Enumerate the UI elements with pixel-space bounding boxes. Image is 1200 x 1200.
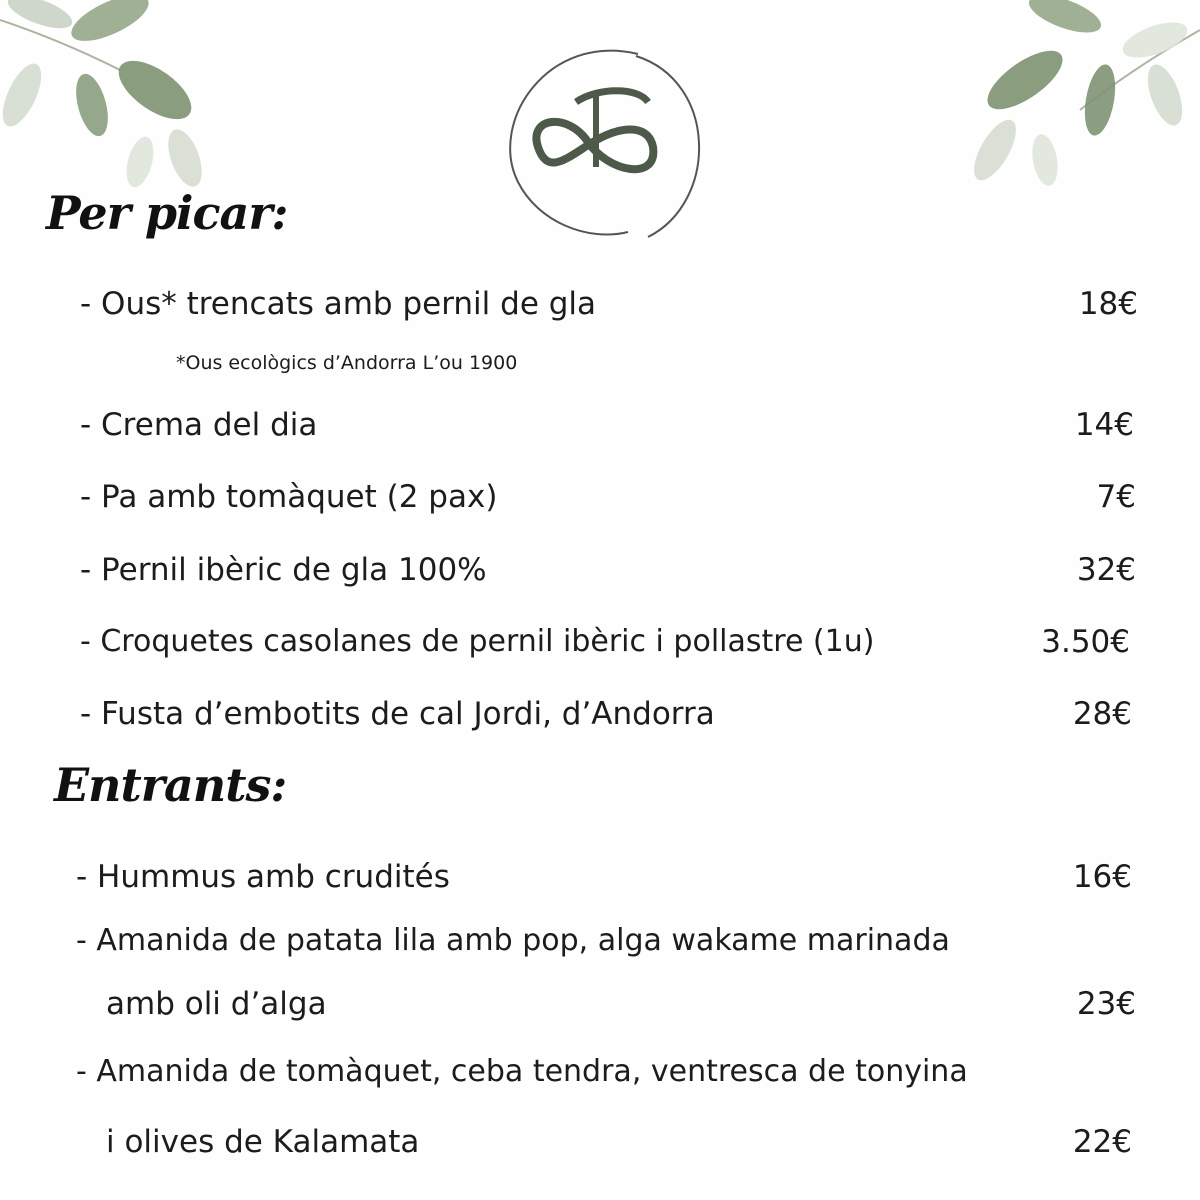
menu-item-price: 22€ bbox=[1072, 1124, 1132, 1160]
menu-item-price: 14€ bbox=[1074, 407, 1134, 443]
menu-item-name: - Fusta d’embotits de cal Jordi, d’Andorra bbox=[80, 696, 715, 732]
leaves-right-icon bbox=[970, 0, 1200, 200]
menu-item-price: 18€ bbox=[1078, 286, 1138, 322]
footnote: *Ous ecològics d’Andorra L’ou 1900 bbox=[176, 352, 518, 374]
section-title-per-picar: Per picar: bbox=[46, 186, 288, 240]
menu-item-name: - Hummus amb crudités bbox=[76, 859, 450, 895]
menu-item-price: 28€ bbox=[1072, 696, 1132, 732]
menu-item-name: - Pa amb tomàquet (2 pax) bbox=[80, 479, 498, 515]
menu-item-price: 32€ bbox=[1076, 552, 1136, 588]
menu-item-price: 16€ bbox=[1072, 859, 1132, 895]
menu-item-name-line2: amb oli d’alga bbox=[106, 986, 327, 1022]
menu-item-name: - Crema del dia bbox=[80, 407, 318, 443]
section-title-entrants: Entrants: bbox=[54, 758, 287, 812]
menu-item-price: 7€ bbox=[1096, 479, 1136, 515]
menu-item-name-line2: i olives de Kalamata bbox=[106, 1124, 420, 1160]
bp-monogram-icon bbox=[488, 42, 718, 242]
menu-item-price: 23€ bbox=[1076, 986, 1136, 1022]
menu-item-price: 3.50€ bbox=[1041, 624, 1130, 660]
menu-item-name: - Ous* trencats amb pernil de gla bbox=[80, 286, 597, 322]
menu-item-name: - Amanida de tomàquet, ceba tendra, ventresca de tonyina bbox=[76, 1054, 968, 1089]
leaves-left-icon bbox=[0, 0, 230, 200]
menu-item-name: - Amanida de patata lila amb pop, alga wakame marinada bbox=[76, 923, 950, 958]
menu-item-name: - Croquetes casolanes de pernil ibèric i pollastre (1u) bbox=[80, 624, 875, 659]
menu-item-name: - Pernil ibèric de gla 100% bbox=[80, 552, 487, 588]
